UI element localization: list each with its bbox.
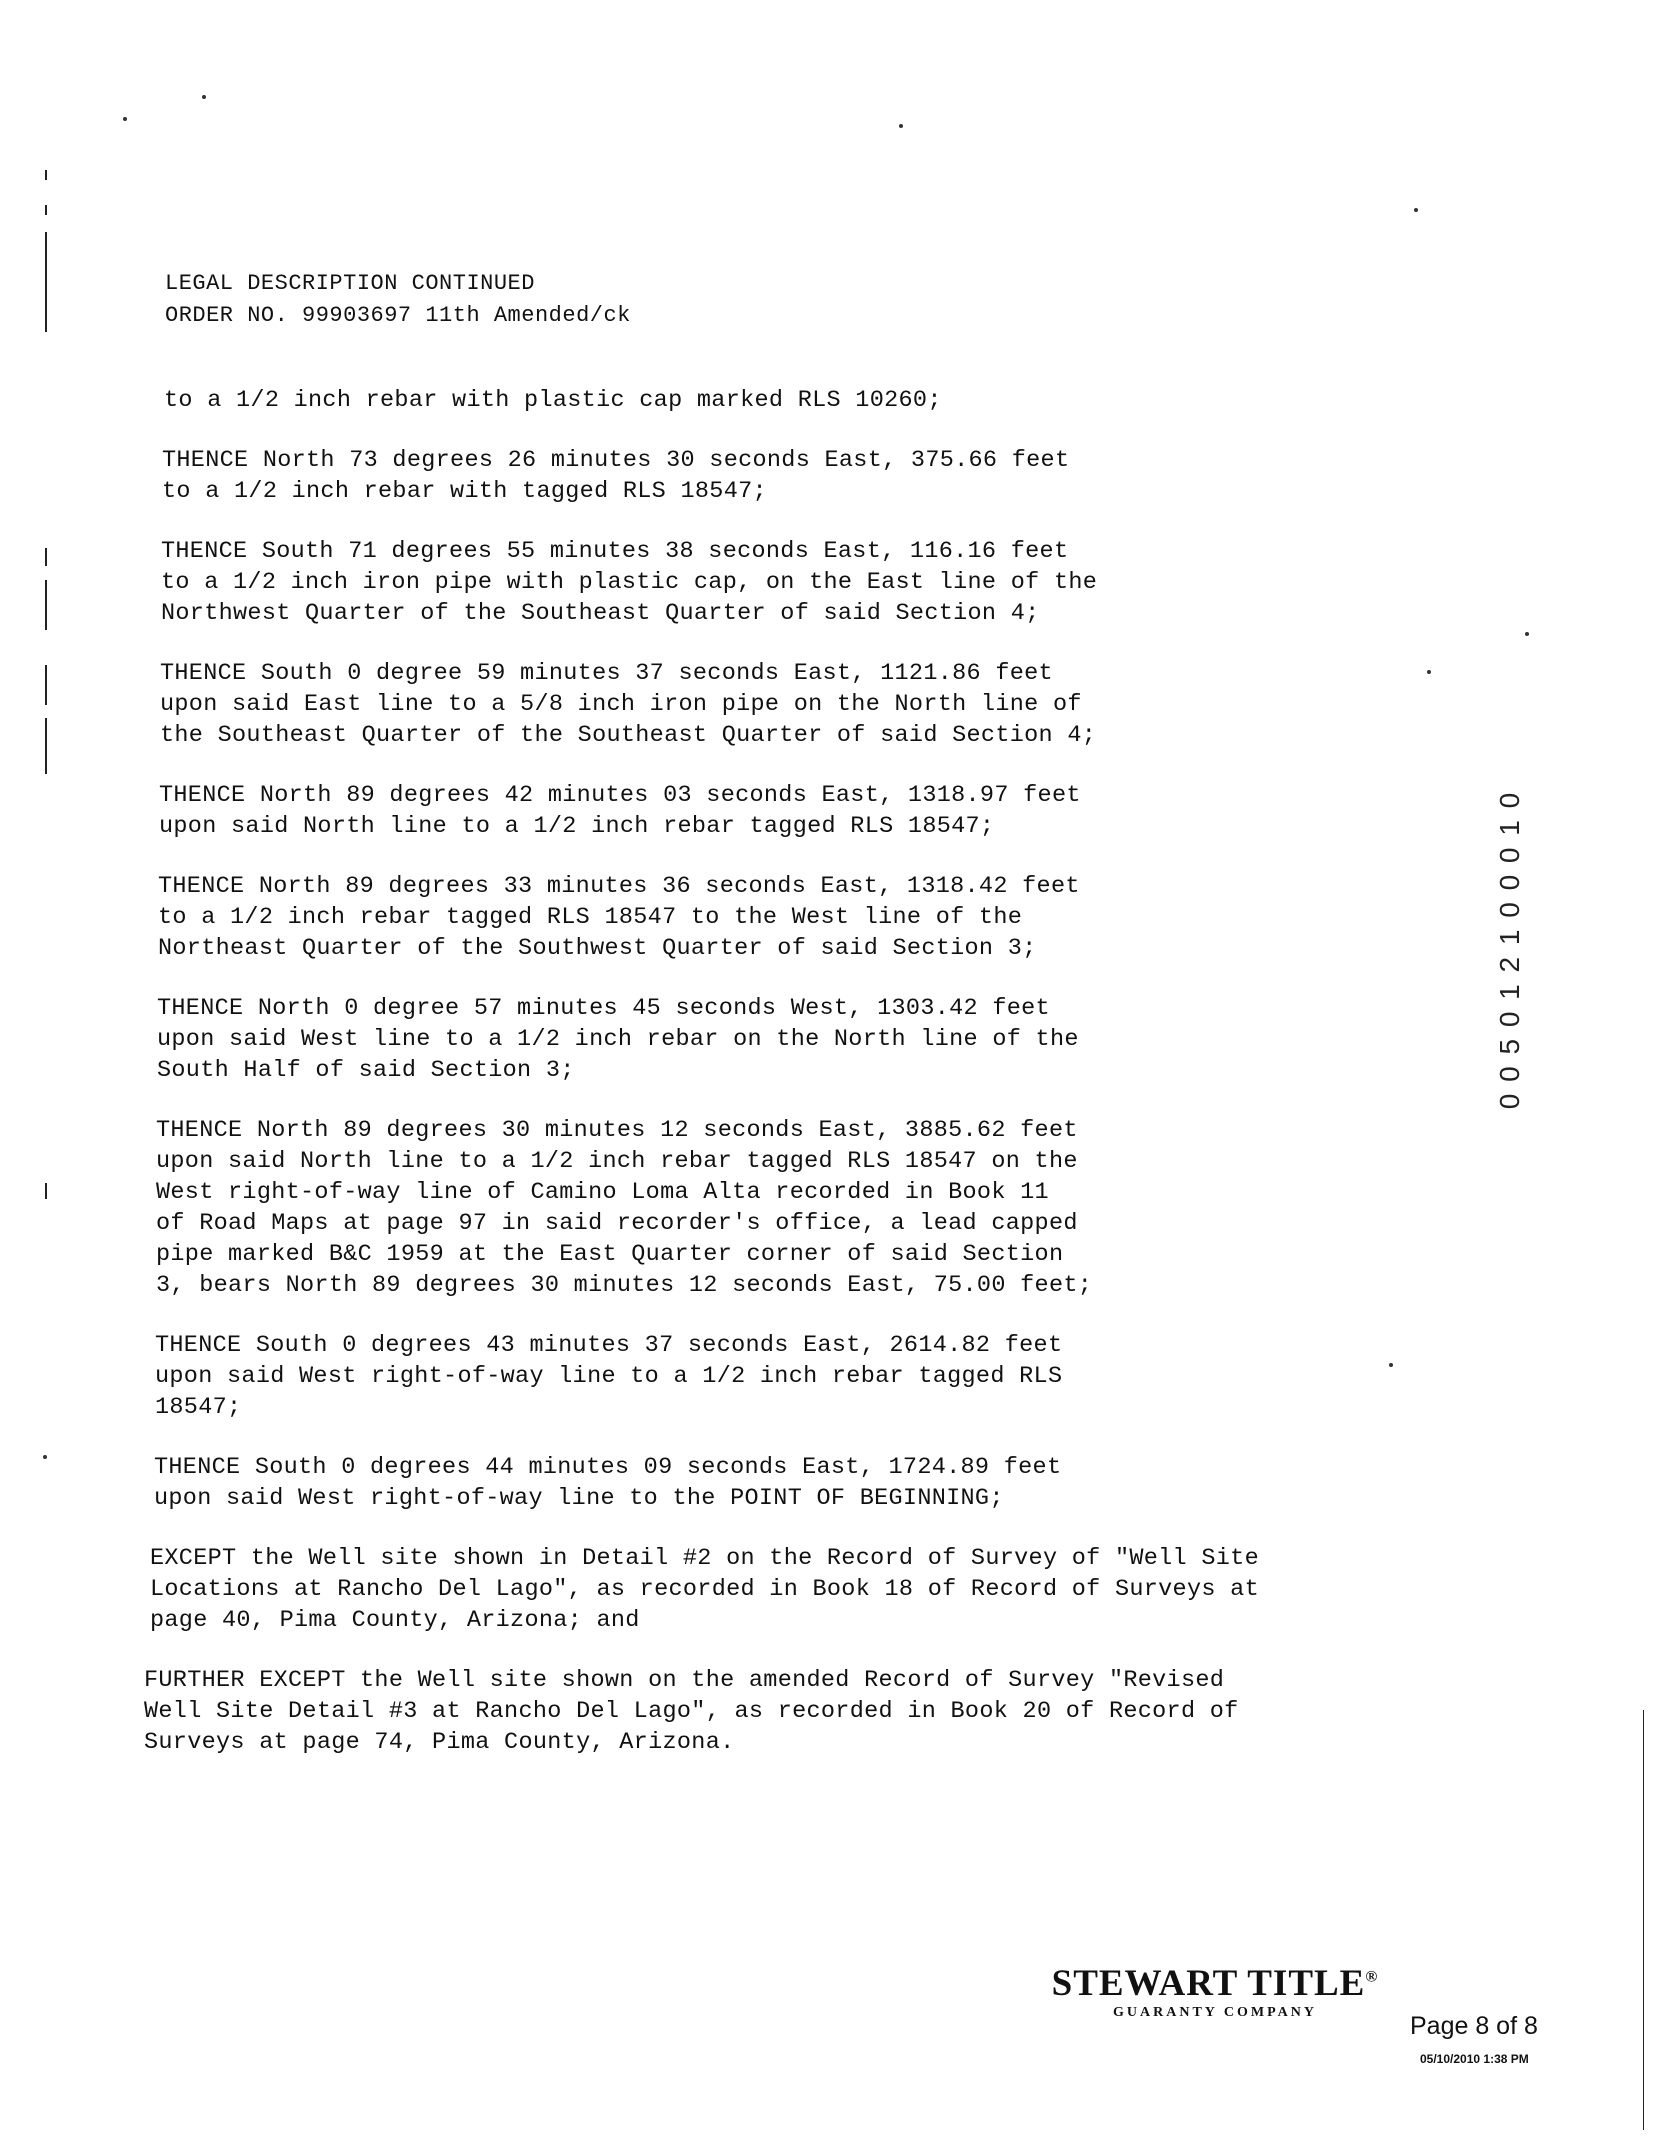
paragraph: THENCE North 0 degree 57 minutes 45 seconds West, 1303.42 feet upon said West line to a 1/2 inch rebar on the North line of the South Half of said Section 3; — [157, 995, 1079, 1084]
paragraph: FURTHER EXCEPT the Well site shown on the amended Record of Survey "Revised Well Site Detail #3 at Rancho Del Lago", as recorded in Book 20 of Record of Surveys at page 74, Pima County, Arizona. — [144, 1667, 1239, 1756]
recording-stamp — [1490, 790, 1530, 1110]
scan-artifact-dot — [43, 1455, 47, 1459]
registered-mark: ® — [1365, 1968, 1379, 1986]
paragraph: THENCE North 73 degrees 26 minutes 30 seconds East, 375.66 feet to a 1/2 inch rebar with tagged RLS 18547; — [162, 447, 1070, 505]
scan-artifact-dot — [1414, 208, 1418, 212]
paragraph: THENCE South 0 degrees 44 minutes 09 seconds East, 1724.89 feet upon said West right-of-way line to the POINT OF BEGINNING; — [154, 1454, 1062, 1512]
logo-name-text: STEWART TITLE — [1051, 1963, 1366, 2004]
paragraph: THENCE South 0 degree 59 minutes 37 seconds East, 1121.86 feet upon said East line to a 5/8 inch iron pipe on the North line of the Southeast Quarter of the Southeast Quarter of said Section 4; — [160, 660, 1097, 749]
scan-artifact-dot — [1525, 632, 1529, 636]
scan-artifact-line — [45, 205, 47, 215]
scan-artifact-dot — [123, 117, 127, 121]
scan-artifact-dot — [1427, 670, 1431, 674]
paragraph: to a 1/2 inch rebar with plastic cap marked RLS 10260; — [164, 387, 942, 414]
scan-artifact-line — [45, 170, 47, 180]
scan-artifact-line — [45, 548, 47, 566]
scan-artifact-dot — [1389, 1363, 1393, 1367]
header-title: LEGAL DESCRIPTION CONTINUED — [165, 271, 535, 296]
legal-description-body — [144, 385, 1330, 1787]
scan-artifact-dot — [899, 124, 903, 128]
paragraph: THENCE North 89 degrees 33 minutes 36 seconds East, 1318.42 feet to a 1/2 inch rebar tagged RLS 18547 to the West line of the Northeast Quarter of the Southwest Quarter of said Section 3; — [158, 873, 1080, 962]
paragraph: THENCE South 71 degrees 55 minutes 38 seconds East, 116.16 feet to a 1/2 inch iron pipe with plastic cap, on the East line of the Northwest Quarter of the Southeast Quarter of said Section 4; — [161, 538, 1098, 627]
logo-name — [1020, 1962, 1410, 2005]
scan-artifact-line — [45, 1183, 47, 1199]
scan-artifact-line — [45, 718, 47, 774]
recording-stamp-text: 0 0 5 0 1 2 1 0 0 0 1 0 — [1494, 790, 1525, 1110]
paragraph: THENCE South 0 degrees 43 minutes 37 seconds East, 2614.82 feet upon said West right-of-way line to a 1/2 inch rebar tagged RLS 18547; — [155, 1332, 1063, 1421]
scan-artifact-line — [45, 580, 47, 630]
scan-artifact-line — [1643, 1710, 1644, 2130]
paragraph: THENCE North 89 degrees 30 minutes 12 seconds East, 3885.62 feet upon said North line to a 1/2 inch rebar tagged RLS 18547 on the West right-of-way line of Camino Loma Alta recorded in Book 11 of Road Maps at page 97 in said recorder's office, a lead capped pipe marked B&C 1959 at the East Quarter corner of said Section 3, bears North 89 degrees 30 minutes 12 seconds East, 75.00 feet; — [156, 1117, 1093, 1299]
order-number: ORDER NO. 99903697 11th Amended/ck — [165, 303, 631, 328]
scan-artifact-line — [45, 232, 47, 332]
logo-subtitle: GUARANTY COMPANY — [1113, 2005, 1317, 2020]
paragraph: THENCE North 89 degrees 42 minutes 03 seconds East, 1318.97 feet upon said North line to a 1/2 inch rebar tagged RLS 18547; — [159, 782, 1081, 840]
scan-artifact-dot — [202, 95, 206, 99]
page-number: Page 8 of 8 — [1410, 2012, 1538, 2040]
paragraph: EXCEPT the Well site shown in Detail #2 on the Record of Survey of "Well Site Locations at Rancho Del Lago", as recorded in Book 18 of Record of Surveys at page 40, Pima County, Arizona; and — [150, 1545, 1259, 1634]
document-header — [165, 268, 631, 332]
print-timestamp: 05/10/2010 1:38 PM — [1420, 2052, 1529, 2066]
stewart-title-logo — [1020, 1962, 1410, 2021]
scan-artifact-line — [45, 665, 47, 705]
